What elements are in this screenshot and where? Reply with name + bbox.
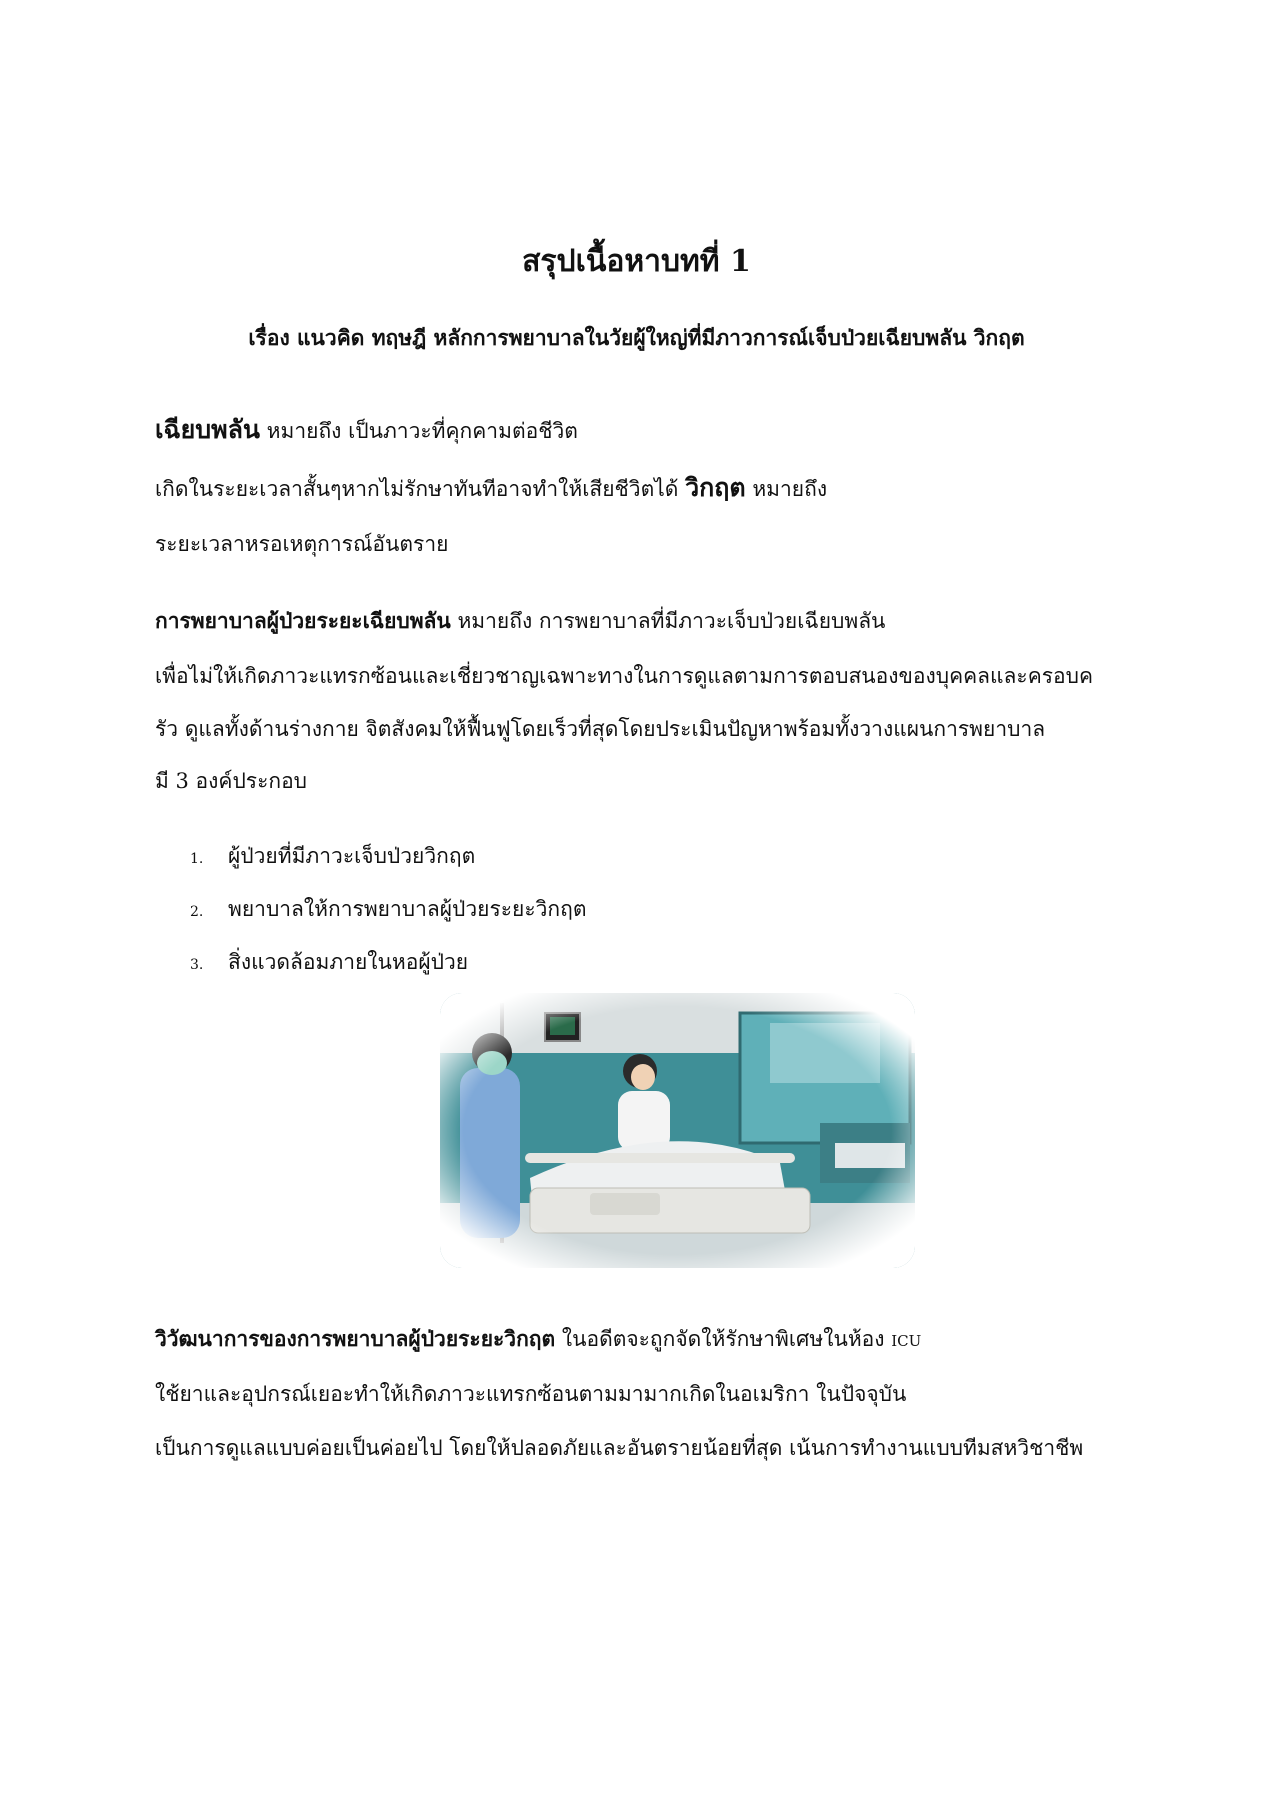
- para3-line1: [155, 1323, 921, 1356]
- icu-abbrev: ICU: [891, 1332, 922, 1350]
- term-acute-nursing: การพยาบาลผู้ป่วยระยะเฉียบพลัน: [155, 608, 451, 633]
- para3-line1-text: ในอดีตจะถูกจัดให้รักษาพิเศษในห้อง: [555, 1327, 892, 1351]
- para1-line3: ระยะเวลาหรอเหตุการณ์อันตราย: [155, 532, 449, 556]
- para1-line2: [155, 468, 827, 508]
- list-item: [190, 893, 586, 926]
- para2-line2: เพื่อไม่ให้เกิดภาวะแทรกซ้อนและเชี่ยวชาญเฉพาะทางในการดูแลตามการตอบสนองของบุคคลและครอบค: [155, 664, 1094, 688]
- list-number: 2.: [190, 904, 204, 920]
- para3-line2: ใช้ยาและอุปกรณ์เยอะทำให้เกิดภาวะแทรกซ้อนตามมามากเกิดในอเมริกา ในปัจจุบัน: [155, 1382, 907, 1406]
- para1-line1-text: หมายถึง เป็นภาวะที่คุกคามต่อชีวิต: [259, 419, 578, 443]
- para3-line3: เป็นการดูแลแบบค่อยเป็นค่อยไป โดยให้ปลอดภัยและอันตรายน้อยที่สุด เน้นการทำงานแบบทีมสหวิชาชีพ: [155, 1436, 1084, 1460]
- para2-line4: มี 3 องค์ประกอบ: [155, 769, 308, 793]
- list-number: 1.: [190, 851, 204, 867]
- list-item: [190, 840, 475, 873]
- para1-line2-end: หมายถึง: [745, 477, 828, 501]
- para2-line1: [155, 605, 885, 638]
- para2-line1-text: หมายถึง การพยาบาลที่มีภาวะเจ็บป่วยเฉียบพลัน: [450, 609, 886, 633]
- list-text: ผู้ป่วยที่มีภาวะเจ็บป่วยวิกฤต: [228, 844, 476, 868]
- icu-photo-illustration: [440, 993, 915, 1268]
- page-title: สรุปเนื้อหาบทที่ 1: [522, 244, 751, 279]
- page-subtitle: เรื่อง แนวคิด ทฤษฎี หลักการพยาบาลในวัยผู้ใหญ่ที่มีภาวการณ์เจ็บป่วยเฉียบพลัน วิกฤต: [248, 325, 1025, 350]
- term-acute: เฉียบพลัน: [155, 415, 260, 444]
- term-evolution: วิวัฒนาการของการพยาบาลผู้ป่วยระยะวิกฤต: [155, 1326, 556, 1351]
- list-text: สิ่งแวดล้อมภายในหอผู้ป่วย: [228, 950, 469, 974]
- para1-line1: [155, 410, 578, 450]
- icu-nursing-photo: [440, 993, 915, 1268]
- list-item: [190, 946, 468, 979]
- term-critical: วิกฤต: [685, 473, 746, 502]
- list-number: 3.: [190, 957, 204, 973]
- para1-line2-text: เกิดในระยะเวลาสั้นๆหากไม่รักษาทันทีอาจทำให้เสียชีวิตได้: [155, 477, 686, 501]
- para2-line3: รัว ดูแลทั้งด้านร่างกาย จิตสังคมให้ฟื้นฟูโดยเร็วที่สุดโดยประเมินปัญหาพร้อมทั้งวางแผนการพยาบาล: [155, 717, 1046, 741]
- list-text: พยาบาลให้การพยาบาลผู้ป่วยระยะวิกฤต: [228, 897, 587, 921]
